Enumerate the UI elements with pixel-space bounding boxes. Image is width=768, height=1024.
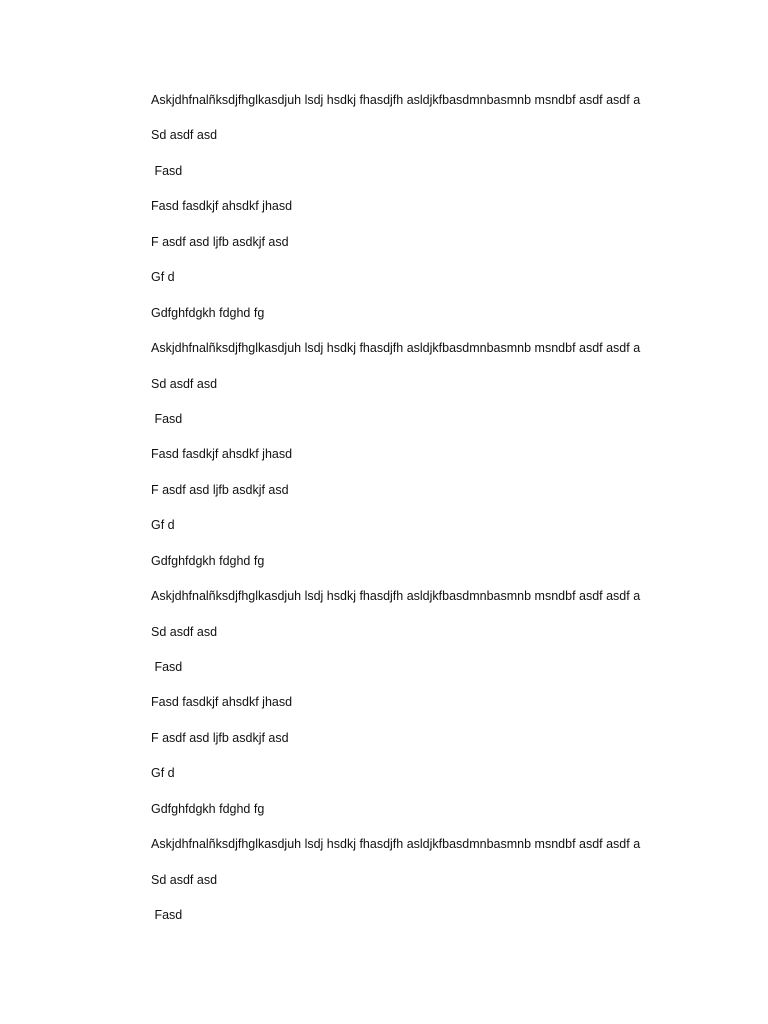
paragraph: Fasd fasdkjf ahsdkf jhasd <box>151 447 293 462</box>
paragraph: Askjdhfnalñksdjfhglkasdjuh lsdj hsdkj fhasdjfh asldjkfbasdmnbasmnb msndbf asdf asdf a <box>151 837 641 852</box>
paragraph: Askjdhfnalñksdjfhglkasdjuh lsdj hsdkj fhasdjfh asldjkfbasdmnbasmnb msndbf asdf asdf a <box>151 341 641 356</box>
document-body <box>151 90 711 941</box>
paragraph: Sd asdf asd <box>151 376 218 391</box>
paragraph: Gf d <box>151 270 175 285</box>
paragraph: F asdf asd ljfb asdkjf asd <box>151 730 289 745</box>
paragraph: Fasd <box>151 411 183 426</box>
paragraph: Fasd fasdkjf ahsdkf jhasd <box>151 695 293 710</box>
paragraph: Gf d <box>151 766 175 781</box>
paragraph: Gf d <box>151 518 175 533</box>
paragraph: Fasd <box>151 163 183 178</box>
paragraph: Gdfghfdgkh fdghd fg <box>151 801 265 816</box>
paragraph: Fasd <box>151 660 183 674</box>
paragraph: Sd asdf asd <box>151 128 218 143</box>
paragraph: Gdfghfdgkh fdghd fg <box>151 553 265 568</box>
paragraph: Askjdhfnalñksdjfhglkasdjuh lsdj hsdkj fhasdjfh asldjkfbasdmnbasmnb msndbf asdf asdf a <box>151 589 641 604</box>
paragraph: F asdf asd ljfb asdkjf asd <box>151 482 289 497</box>
paragraph: Askjdhfnalñksdjfhglkasdjuh lsdj hsdkj fhasdjfh asldjkfbasdmnbasmnb msndbf asdf asdf a <box>151 93 641 107</box>
paragraph: F asdf asd ljfb asdkjf asd <box>151 234 289 249</box>
paragraph: Sd asdf asd <box>151 872 218 887</box>
paragraph: Fasd fasdkjf ahsdkf jhasd <box>151 199 293 214</box>
paragraph: Fasd <box>151 908 183 923</box>
paragraph: Gdfghfdgkh fdghd fg <box>151 305 265 320</box>
paragraph: Sd asdf asd <box>151 624 218 639</box>
